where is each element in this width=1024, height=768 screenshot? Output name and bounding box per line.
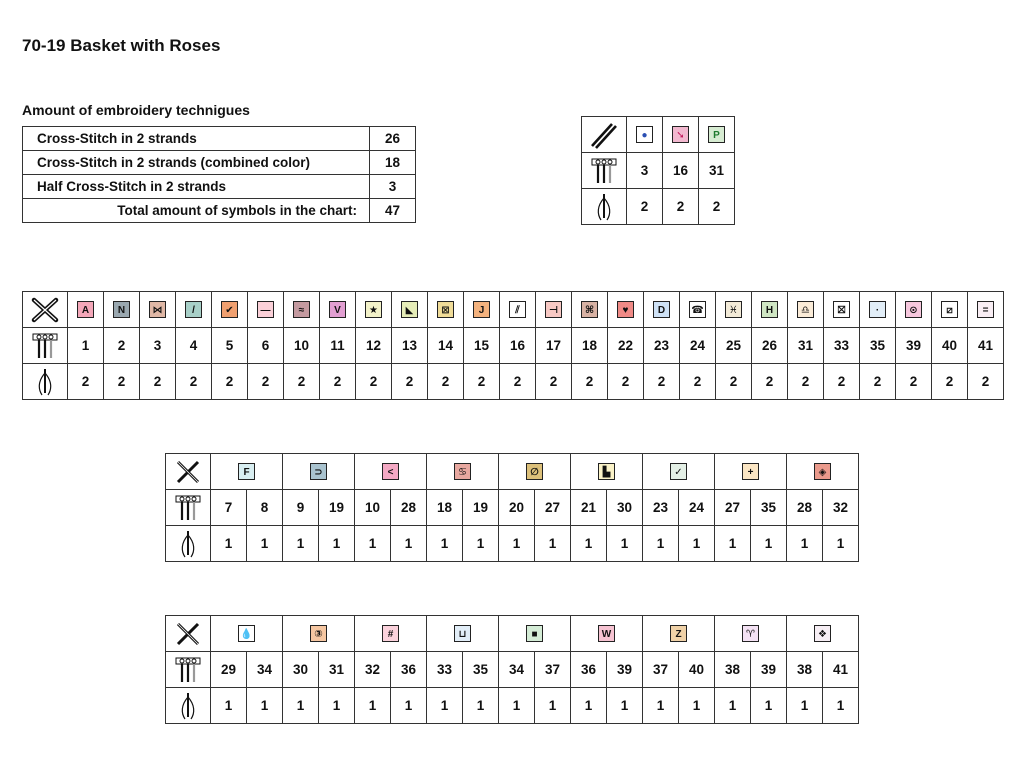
cross-symbol-cell: [356, 292, 392, 328]
combined-symbol-cell: [715, 454, 787, 490]
thread-number: 18: [572, 328, 608, 364]
cross-symbol-cell: [104, 292, 140, 328]
strand-count: 2: [716, 364, 752, 400]
strand-count: 2: [680, 364, 716, 400]
thread-number: 27: [715, 490, 751, 526]
thread-icon: [166, 652, 211, 688]
thread-number: 14: [428, 328, 464, 364]
stitch-symbol-icon: J: [473, 301, 490, 318]
half-stitch-table: [581, 116, 735, 225]
stitch-symbol-icon: ⊣: [545, 301, 562, 318]
cross-symbol-cell: [212, 292, 248, 328]
thread-number: 41: [823, 652, 859, 688]
thread-number: 22: [608, 328, 644, 364]
combined-symbol-cell: [211, 616, 283, 652]
thread-number: 8: [247, 490, 283, 526]
half-symbol-cell: [699, 117, 735, 153]
summary-label: Half Cross-Stitch in 2 strands: [23, 175, 370, 199]
cross-symbol-cell: [644, 292, 680, 328]
stitch-symbol-icon: V: [329, 301, 346, 318]
thread-number: 37: [535, 652, 571, 688]
thread-number: 24: [679, 490, 715, 526]
strand-count: 1: [571, 526, 607, 562]
strand-count: 2: [644, 364, 680, 400]
stitch-symbol-icon: ✓: [670, 463, 687, 480]
cross-symbol-cell: [896, 292, 932, 328]
stitch-symbol-icon: ♓: [725, 301, 742, 318]
stitch-symbol-icon: ⊠: [437, 301, 454, 318]
cross-symbol-cell: [932, 292, 968, 328]
stitch-symbol-icon: P: [708, 126, 725, 143]
strand-count: 1: [247, 688, 283, 724]
cross-symbol-cell: [320, 292, 356, 328]
strand-count: 2: [824, 364, 860, 400]
symbol-row: [23, 292, 1004, 328]
cross-symbol-cell: [680, 292, 716, 328]
cross-symbol-cell: [248, 292, 284, 328]
cross-symbol-cell: [860, 292, 896, 328]
summary-value: 3: [370, 175, 416, 199]
stitch-symbol-icon: ◣: [401, 301, 418, 318]
combined-symbol-cell: [283, 454, 355, 490]
combined-symbol-cell: [427, 454, 499, 490]
strand-count: 2: [140, 364, 176, 400]
strand-count: 1: [679, 526, 715, 562]
stitch-symbol-icon: ⊃: [310, 463, 327, 480]
thread-number: 10: [284, 328, 320, 364]
strand-count: 1: [463, 688, 499, 724]
needle-icon: [582, 189, 627, 225]
thread-row: [23, 328, 1004, 364]
strand-count: 2: [428, 364, 464, 400]
thread-number: 31: [699, 153, 735, 189]
cross-symbol-cell: [284, 292, 320, 328]
cross-symbol-cell: [752, 292, 788, 328]
strand-count: 1: [715, 688, 751, 724]
strand-count: 2: [896, 364, 932, 400]
stitch-symbol-icon: ♈: [742, 625, 759, 642]
strand-count: 1: [355, 688, 391, 724]
stitch-symbol-icon: 💧: [238, 625, 255, 642]
thread-number: 4: [176, 328, 212, 364]
thread-number: 39: [896, 328, 932, 364]
thread-number: 40: [932, 328, 968, 364]
strands-row: [23, 364, 1004, 400]
stitch-symbol-icon: ⊙: [905, 301, 922, 318]
strand-count: 1: [535, 688, 571, 724]
combined-symbol-cell: [283, 616, 355, 652]
combined-symbol-cell: [355, 616, 427, 652]
summary-value: 18: [370, 151, 416, 175]
stitch-symbol-icon: /: [185, 301, 202, 318]
thread-number: 23: [644, 328, 680, 364]
thread-number: 10: [355, 490, 391, 526]
thread-row: [166, 652, 859, 688]
strand-count: 1: [607, 526, 643, 562]
needle-icon: [166, 688, 211, 724]
thread-number: 25: [716, 328, 752, 364]
strand-count: 1: [319, 688, 355, 724]
cross-symbol-cell: [500, 292, 536, 328]
thread-number: 16: [663, 153, 699, 189]
strand-count: 2: [248, 364, 284, 400]
thread-number: 36: [391, 652, 427, 688]
strand-count: 1: [715, 526, 751, 562]
strand-count: 1: [427, 688, 463, 724]
combined-symbol-cell: [787, 616, 859, 652]
thread-number: 30: [283, 652, 319, 688]
strand-count: 1: [283, 526, 319, 562]
strand-count: 2: [536, 364, 572, 400]
strand-count: 2: [500, 364, 536, 400]
thread-number: 13: [392, 328, 428, 364]
thread-number: 29: [211, 652, 247, 688]
needle-icon: [23, 364, 68, 400]
thread-number: 17: [536, 328, 572, 364]
combined-symbol-cell: [715, 616, 787, 652]
thread-number: 40: [679, 652, 715, 688]
thread-number: 15: [464, 328, 500, 364]
stitch-symbol-icon: ⊔: [454, 625, 471, 642]
stitch-symbol-icon: ♥: [617, 301, 634, 318]
combined-symbol-cell: [643, 454, 715, 490]
thread-number: 26: [752, 328, 788, 364]
stitch-symbol-icon: ⛝: [833, 301, 850, 318]
thread-number: 36: [571, 652, 607, 688]
thread-number: 28: [787, 490, 823, 526]
page-title: 70-19 Basket with Roses: [22, 36, 221, 55]
thread-number: 31: [319, 652, 355, 688]
strand-count: 1: [823, 526, 859, 562]
combined-color-table-2: [165, 615, 859, 724]
strands-row: [582, 189, 735, 225]
stitch-symbol-icon: ★: [365, 301, 382, 318]
thread-number: 6: [248, 328, 284, 364]
combined-symbol-cell: [571, 454, 643, 490]
thread-number: 35: [463, 652, 499, 688]
thread-number: 41: [968, 328, 1004, 364]
strand-count: 2: [176, 364, 212, 400]
strand-count: 1: [787, 688, 823, 724]
strand-count: 2: [320, 364, 356, 400]
half-symbol-cell: [627, 117, 663, 153]
thread-number: 7: [211, 490, 247, 526]
thread-icon: [23, 328, 68, 364]
thread-number: 38: [787, 652, 823, 688]
symbol-row: [166, 616, 859, 652]
thread-number: 9: [283, 490, 319, 526]
stitch-symbol-icon: ③: [310, 625, 327, 642]
stitch-symbol-icon: D: [653, 301, 670, 318]
strand-count: 1: [787, 526, 823, 562]
strands-row: [166, 688, 859, 724]
thread-number: 32: [355, 652, 391, 688]
strands-row: [166, 526, 859, 562]
strand-count: 1: [499, 526, 535, 562]
thread-row: [582, 153, 735, 189]
cross-symbol-cell: [176, 292, 212, 328]
thread-number: 35: [860, 328, 896, 364]
strand-count: 1: [823, 688, 859, 724]
stitch-symbol-icon: W: [598, 625, 615, 642]
stitch-symbol-icon: +: [742, 463, 759, 480]
strand-count: 2: [788, 364, 824, 400]
cross-symbol-cell: [824, 292, 860, 328]
strand-count: 1: [247, 526, 283, 562]
strand-count: 2: [464, 364, 500, 400]
strand-count: 2: [627, 189, 663, 225]
strand-count: 2: [968, 364, 1004, 400]
thread-number: 33: [824, 328, 860, 364]
combined-symbol-cell: [355, 454, 427, 490]
strand-count: 2: [860, 364, 896, 400]
thread-number: 18: [427, 490, 463, 526]
stitch-symbol-icon: H: [761, 301, 778, 318]
stitch-symbol-icon: Z: [670, 625, 687, 642]
strand-count: 2: [663, 189, 699, 225]
stitch-symbol-icon: <: [382, 463, 399, 480]
stitch-symbol-icon: =: [977, 301, 994, 318]
strand-count: 2: [932, 364, 968, 400]
strand-count: 1: [679, 688, 715, 724]
strand-count: 2: [699, 189, 735, 225]
cross-symbol-cell: [536, 292, 572, 328]
stitch-symbol-icon: ♎: [797, 301, 814, 318]
strand-count: 1: [319, 526, 355, 562]
summary-row: [23, 175, 416, 199]
summary-row: [23, 151, 416, 175]
thread-number: 3: [627, 153, 663, 189]
thread-number: 21: [571, 490, 607, 526]
strand-count: 1: [751, 526, 787, 562]
stitch-symbol-icon: ⫽: [509, 301, 526, 318]
summary-row: [23, 127, 416, 151]
stitch-symbol-icon: ◈: [814, 463, 831, 480]
stitch-symbol-icon: ⌘: [581, 301, 598, 318]
strand-count: 2: [356, 364, 392, 400]
strand-count: 2: [68, 364, 104, 400]
cross-symbol-cell: [968, 292, 1004, 328]
cross-symbol-cell: [716, 292, 752, 328]
needle-icon: [166, 526, 211, 562]
strand-count: 2: [572, 364, 608, 400]
strand-count: 2: [284, 364, 320, 400]
strand-count: 1: [571, 688, 607, 724]
summary-total-row: [23, 199, 416, 223]
thread-number: 12: [356, 328, 392, 364]
combined-symbol-cell: [499, 454, 571, 490]
stitch-symbol-icon: A: [77, 301, 94, 318]
thread-number: 35: [751, 490, 787, 526]
strand-count: 1: [607, 688, 643, 724]
summary-label: Cross-Stitch in 2 strands: [23, 127, 370, 151]
strand-count: 1: [535, 526, 571, 562]
thread-number: 38: [715, 652, 751, 688]
strand-count: 1: [283, 688, 319, 724]
cross-stitch-icon: [166, 454, 211, 490]
cross-symbol-cell: [608, 292, 644, 328]
stitch-symbol-icon: ■: [526, 625, 543, 642]
strand-count: 1: [463, 526, 499, 562]
thread-number: 37: [643, 652, 679, 688]
symbol-row: [582, 117, 735, 153]
stitch-symbol-icon: ▙: [598, 463, 615, 480]
cross-symbol-cell: [464, 292, 500, 328]
thread-number: 28: [391, 490, 427, 526]
strand-count: 2: [752, 364, 788, 400]
summary-total-label: Total amount of symbols in the chart:: [23, 199, 370, 223]
thread-number: 31: [788, 328, 824, 364]
thread-number: 16: [500, 328, 536, 364]
thread-number: 32: [823, 490, 859, 526]
stitch-symbol-icon: #: [382, 625, 399, 642]
thread-row: [166, 490, 859, 526]
stitch-symbol-icon: ●: [636, 126, 653, 143]
thread-number: 34: [247, 652, 283, 688]
strand-count: 1: [643, 688, 679, 724]
combined-symbol-cell: [499, 616, 571, 652]
thread-number: 39: [607, 652, 643, 688]
stitch-symbol-icon: F: [238, 463, 255, 480]
thread-number: 33: [427, 652, 463, 688]
stitch-symbol-icon: ❖: [814, 625, 831, 642]
thread-number: 2: [104, 328, 140, 364]
thread-number: 20: [499, 490, 535, 526]
strand-count: 2: [104, 364, 140, 400]
summary-table: [22, 126, 416, 223]
strand-count: 1: [211, 688, 247, 724]
thread-number: 39: [751, 652, 787, 688]
cross-stitch-table: [22, 291, 1004, 400]
thread-number: 5: [212, 328, 248, 364]
stitch-symbol-icon: ⧄: [941, 301, 958, 318]
cross-symbol-cell: [572, 292, 608, 328]
stitch-symbol-icon: ·: [869, 301, 886, 318]
strand-count: 1: [391, 526, 427, 562]
thread-number: 19: [463, 490, 499, 526]
summary-total-value: 47: [370, 199, 416, 223]
strand-count: 1: [751, 688, 787, 724]
strand-count: 2: [608, 364, 644, 400]
combined-symbol-cell: [427, 616, 499, 652]
stitch-symbol-icon: ➘: [672, 126, 689, 143]
symbol-row: [166, 454, 859, 490]
thread-number: 11: [320, 328, 356, 364]
strand-count: 1: [499, 688, 535, 724]
thread-number: 27: [535, 490, 571, 526]
combined-symbol-cell: [787, 454, 859, 490]
thread-number: 3: [140, 328, 176, 364]
stitch-symbol-icon: ♋: [454, 463, 471, 480]
cross-symbol-cell: [392, 292, 428, 328]
thread-number: 23: [643, 490, 679, 526]
combined-color-table-1: [165, 453, 859, 562]
half-stitch-icon: [582, 117, 627, 153]
stitch-symbol-icon: ☎: [689, 301, 706, 318]
thread-number: 1: [68, 328, 104, 364]
summary-value: 26: [370, 127, 416, 151]
strand-count: 1: [391, 688, 427, 724]
thread-number: 34: [499, 652, 535, 688]
stitch-symbol-icon: ≈: [293, 301, 310, 318]
summary-label: Cross-Stitch in 2 strands (combined color): [23, 151, 370, 175]
half-symbol-cell: [663, 117, 699, 153]
strand-count: 1: [643, 526, 679, 562]
cross-symbol-cell: [140, 292, 176, 328]
cross-symbol-cell: [68, 292, 104, 328]
strand-count: 2: [212, 364, 248, 400]
strand-count: 1: [355, 526, 391, 562]
strand-count: 2: [392, 364, 428, 400]
strand-count: 1: [427, 526, 463, 562]
thread-icon: [166, 490, 211, 526]
stitch-symbol-icon: ✔: [221, 301, 238, 318]
strand-count: 1: [211, 526, 247, 562]
cross-stitch-icon: [166, 616, 211, 652]
thread-number: 30: [607, 490, 643, 526]
combined-symbol-cell: [571, 616, 643, 652]
cross-stitch-icon: [23, 292, 68, 328]
stitch-symbol-icon: N: [113, 301, 130, 318]
section-subtitle: Amount of embroidery technigues: [22, 102, 250, 118]
stitch-symbol-icon: ⋈: [149, 301, 166, 318]
stitch-symbol-icon: —: [257, 301, 274, 318]
thread-icon: [582, 153, 627, 189]
combined-symbol-cell: [643, 616, 715, 652]
cross-symbol-cell: [428, 292, 464, 328]
thread-number: 19: [319, 490, 355, 526]
combined-symbol-cell: [211, 454, 283, 490]
stitch-symbol-icon: ∅: [526, 463, 543, 480]
cross-symbol-cell: [788, 292, 824, 328]
thread-number: 24: [680, 328, 716, 364]
